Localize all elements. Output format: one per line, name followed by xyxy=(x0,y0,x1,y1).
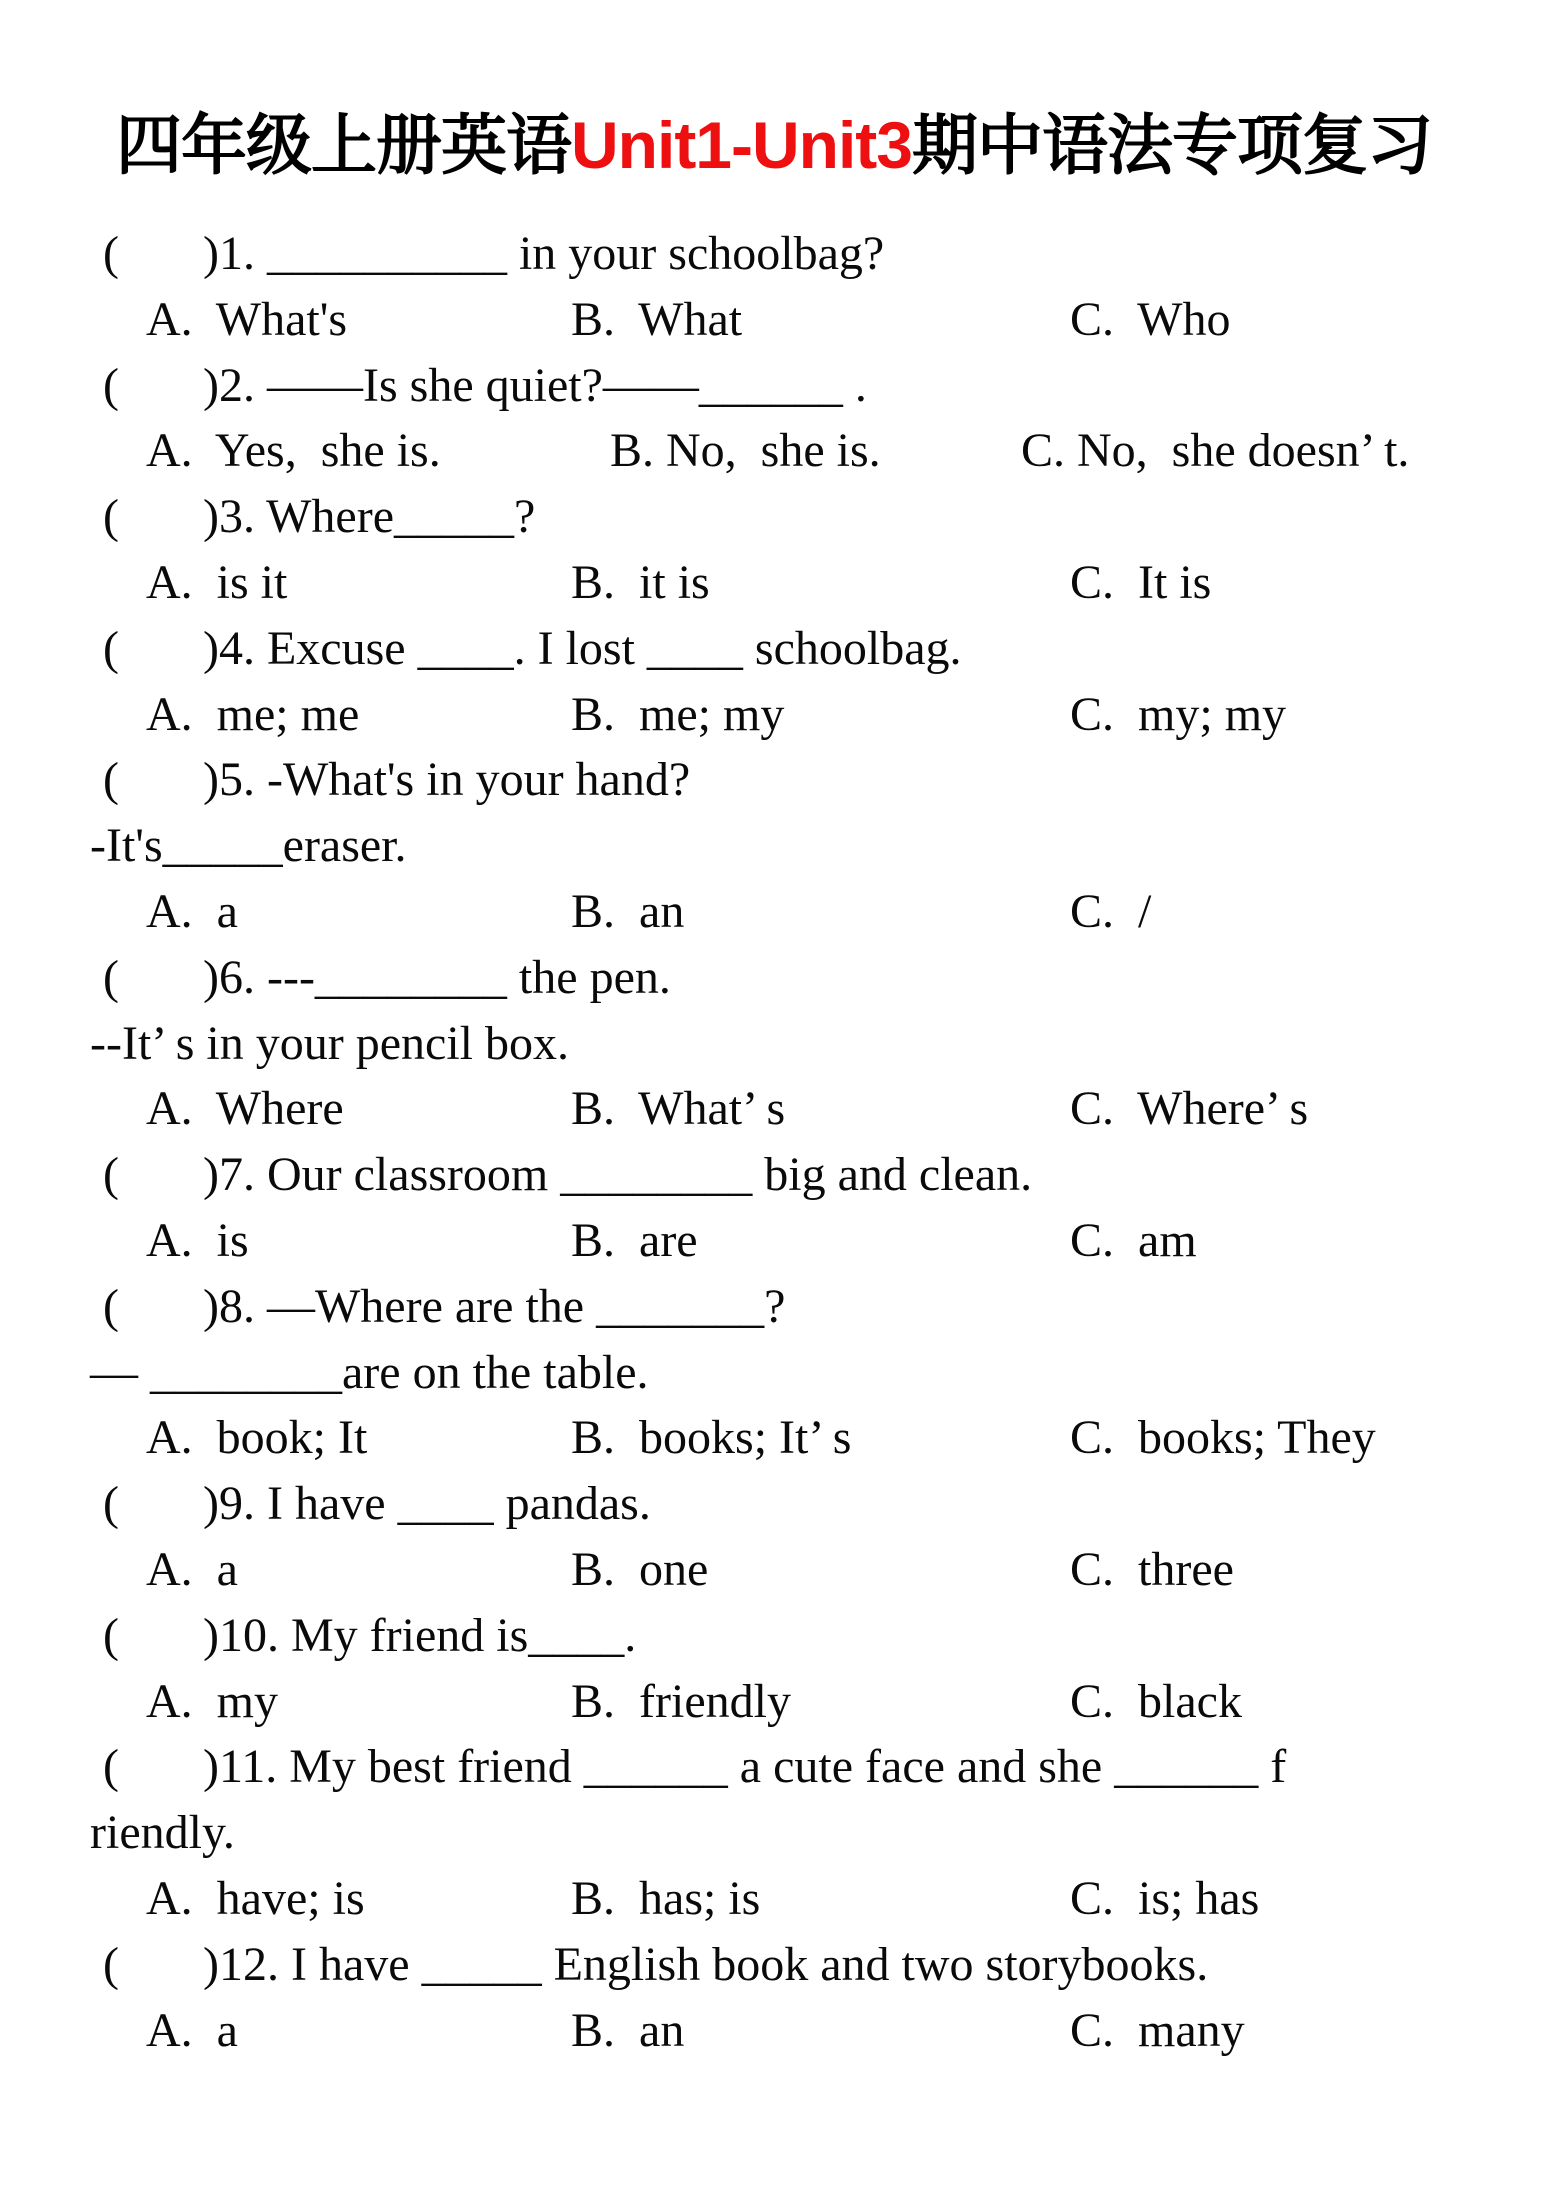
question-8-options xyxy=(0,1405,1560,1471)
option-a: A. is it xyxy=(146,555,288,609)
option-b: B. has; is xyxy=(571,1871,761,1925)
question-text: riendly. xyxy=(90,1806,235,1860)
option-b: B. books; It’ s xyxy=(571,1411,852,1465)
question-text: -It's_____eraser. xyxy=(90,819,407,873)
question-text: ( )7. Our classroom ________ big and clean. xyxy=(103,1148,1033,1202)
option-a: A. my xyxy=(146,1674,278,1728)
question-9-options xyxy=(0,1537,1560,1603)
question-5-continuation xyxy=(0,813,1560,879)
option-a: A. is xyxy=(146,1213,249,1267)
option-c: C. am xyxy=(1070,1213,1197,1267)
question-8-continuation xyxy=(0,1340,1560,1406)
question-12-stem xyxy=(0,1932,1560,1998)
question-10-options xyxy=(0,1669,1560,1735)
question-text: — ________are on the table. xyxy=(90,1345,649,1399)
option-c: C. black xyxy=(1070,1674,1242,1728)
question-5-stem xyxy=(0,747,1560,813)
option-a: A. What's xyxy=(146,292,348,346)
question-7-stem xyxy=(0,1142,1560,1208)
option-c: C. my; my xyxy=(1070,687,1287,741)
question-11-options xyxy=(0,1866,1560,1932)
question-3-stem xyxy=(0,484,1560,550)
option-b: B. What’ s xyxy=(571,1082,786,1136)
option-b: B. it is xyxy=(571,555,710,609)
question-6-continuation xyxy=(0,1011,1560,1077)
option-a: A. Where xyxy=(146,1082,344,1136)
title-highlight: Unit1-Unit3 xyxy=(571,108,912,183)
option-b: B. an xyxy=(571,2003,685,2057)
question-text: ( )1. __________ in your schoolbag? xyxy=(103,227,885,280)
title-prefix: 四年级上册英语 xyxy=(116,108,571,183)
question-7-options xyxy=(0,1208,1560,1274)
question-text: ( )11. My best friend ______ a cute face and she ______ f xyxy=(103,1740,1287,1794)
question-2-stem xyxy=(0,353,1560,419)
question-text: ( )8. —Where are the _______? xyxy=(103,1279,786,1333)
option-b: B. me; my xyxy=(571,687,785,741)
option-c: C. books; They xyxy=(1070,1411,1376,1465)
option-c: C. many xyxy=(1070,2003,1245,2057)
question-4-options xyxy=(0,682,1560,748)
question-text: --It’ s in your pencil box. xyxy=(90,1016,569,1070)
option-c: C. No, she doesn’ t. xyxy=(1021,424,1410,478)
question-text: ( )2. ——Is she quiet?——______ . xyxy=(103,358,867,412)
question-11-stem xyxy=(0,1734,1560,1800)
question-6-options xyxy=(0,1076,1560,1142)
option-a: A. a xyxy=(146,1542,238,1596)
question-11-continuation xyxy=(0,1800,1560,1866)
option-c: C. / xyxy=(1070,884,1152,938)
option-c: C. is; has xyxy=(1070,1871,1260,1925)
option-c: C. Where’ s xyxy=(1070,1082,1309,1136)
option-b: B. one xyxy=(571,1542,709,1596)
question-1-options xyxy=(0,287,1560,353)
question-text: ( )10. My friend is____. xyxy=(103,1608,637,1662)
option-a: A. Yes, she is. xyxy=(146,424,441,478)
option-a: A. me; me xyxy=(146,687,360,741)
question-12-options xyxy=(0,1998,1560,2064)
option-a: A. a xyxy=(146,2003,238,2057)
option-a: A. have; is xyxy=(146,1871,365,1925)
option-b: B. friendly xyxy=(571,1674,791,1728)
option-a: A. a xyxy=(146,884,238,938)
option-b: B. an xyxy=(571,884,685,938)
option-b: B. are xyxy=(571,1213,698,1267)
question-4-stem xyxy=(0,616,1560,682)
question-list xyxy=(0,221,1560,2063)
question-text: ( )6. ---________ the pen. xyxy=(103,950,671,1004)
question-10-stem xyxy=(0,1603,1560,1669)
question-1-stem xyxy=(0,221,1560,287)
question-9-stem xyxy=(0,1471,1560,1537)
question-6-stem xyxy=(0,945,1560,1011)
question-8-stem xyxy=(0,1274,1560,1340)
page-title xyxy=(116,104,1432,186)
question-text: ( )3. Where_____? xyxy=(103,490,536,544)
option-b: B. What xyxy=(571,292,743,346)
title-suffix: 期中语法专项复习 xyxy=(911,108,1432,183)
option-c: C. three xyxy=(1070,1542,1234,1596)
question-text: ( )9. I have ____ pandas. xyxy=(103,1477,651,1531)
option-b: B. No, she is. xyxy=(610,424,881,478)
option-c: C. It is xyxy=(1070,555,1212,609)
question-5-options xyxy=(0,879,1560,945)
question-2-options xyxy=(0,418,1560,484)
option-a: A. book; It xyxy=(146,1411,368,1465)
question-text: ( )12. I have _____ English book and two storybooks. xyxy=(103,1937,1209,1991)
question-3-options xyxy=(0,550,1560,616)
question-text: ( )5. -What's in your hand? xyxy=(103,753,691,807)
question-text: ( )4. Excuse ____. I lost ____ schoolbag. xyxy=(103,621,962,675)
option-c: C. Who xyxy=(1070,292,1231,346)
